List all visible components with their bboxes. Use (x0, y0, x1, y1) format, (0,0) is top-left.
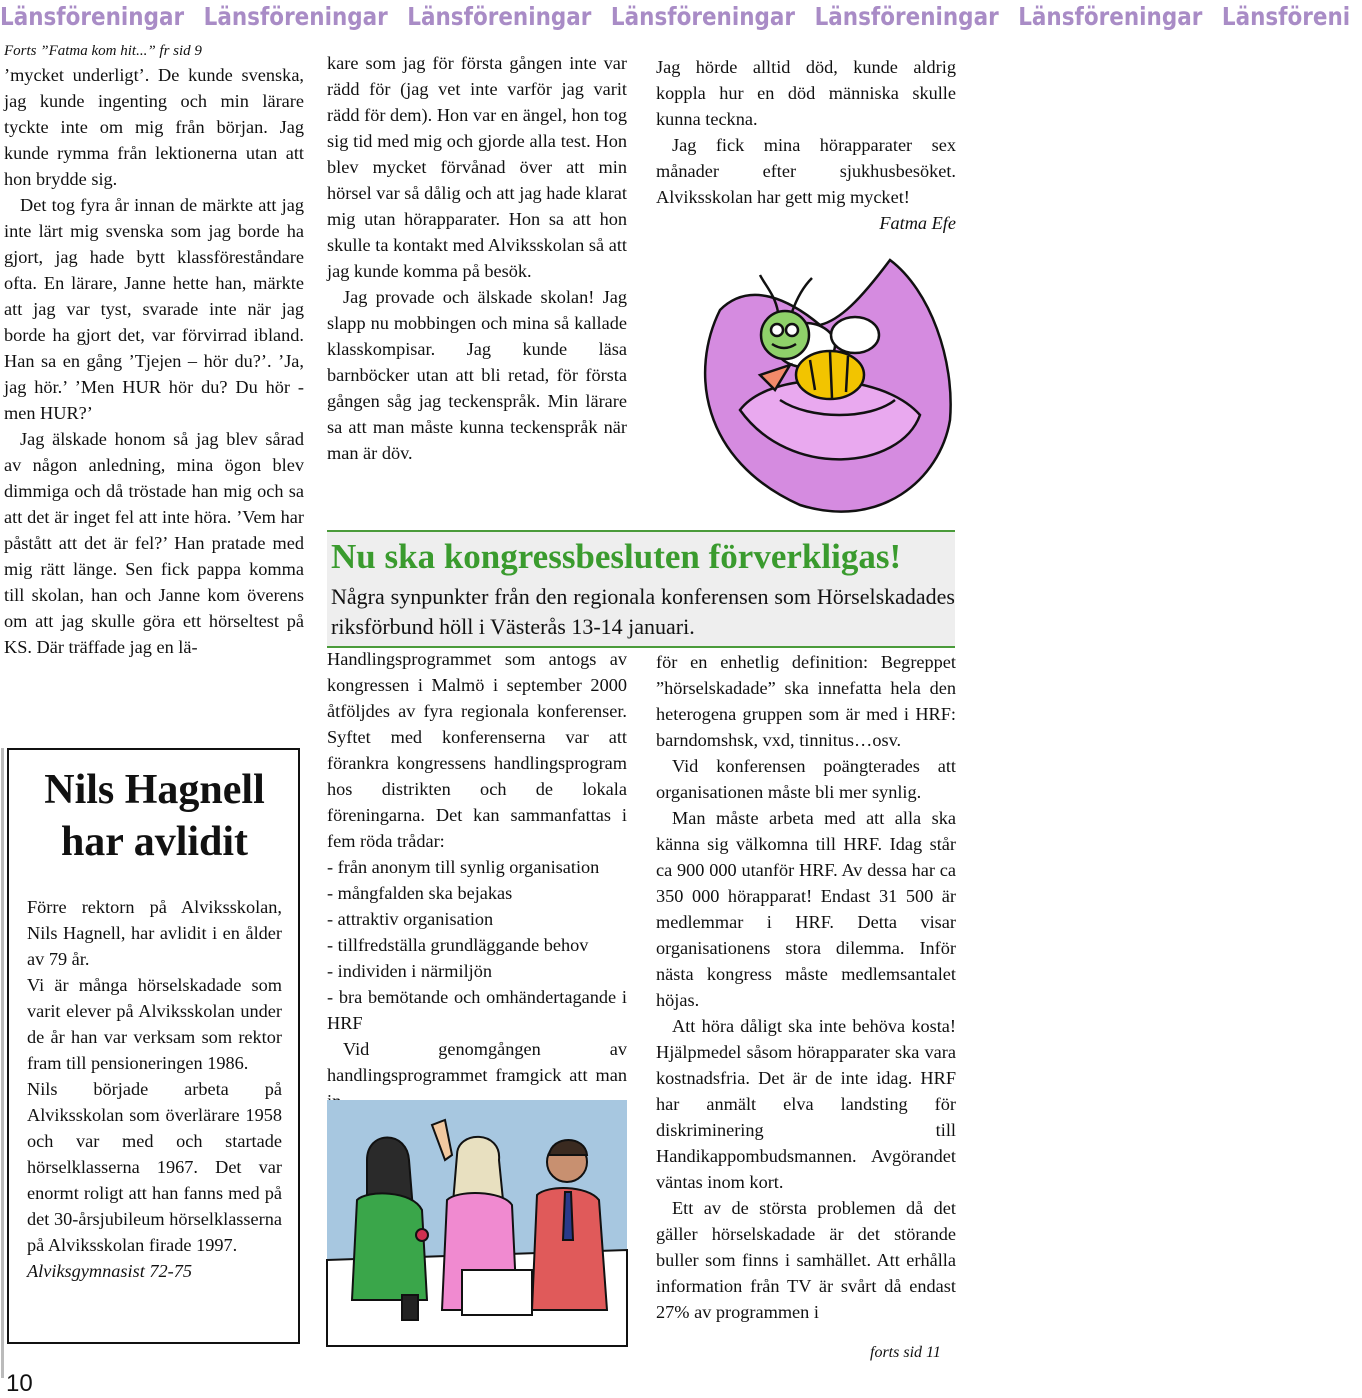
banner-item: Länsföreningar (407, 2, 592, 31)
banner-item: Länsföreningar (1018, 2, 1203, 31)
kongress-column-right (656, 649, 956, 1325)
paragraph: ’mycket underligt’. De kunde svenska, jag kunde ingenting och min lärare tyckte inte om mig från början. Jag kunde rymma från lektionerna utan att hon brydde sig. (4, 65, 304, 189)
paragraph: Jag provade och älskade skolan! Jag slapp nu mobbingen och mina så kallade klasskompisar. Jag kunde läsa barnböcker utan att bli retad, för första gången såg jag teckenspråk. Min lärare sa att man måste kunna teckenspråk när man är döv. (327, 287, 627, 463)
column-divider (1, 748, 4, 1378)
list-item: - från anonym till synlig organisation (327, 857, 600, 877)
continued-on-label: forts sid 11 (870, 1344, 941, 1361)
paragraph: Ett av de största problemen då det gäller hörselskadade är det störande buller som finns i samhället. Att erhålla information från TV är svårt då endast 27% av programmen i (656, 1198, 956, 1322)
meeting-illustration (327, 1100, 627, 1346)
banner-item: Länsföreningar (0, 2, 185, 31)
list-item: - bra bemötande och omhändertagande i HRF (327, 987, 627, 1033)
paragraph: Förre rektorn på Alviksskolan, Nils Hagnell, har avlidit i en ålder av 79 år. (27, 897, 282, 969)
list-item: - individen i närmiljön (327, 961, 493, 981)
banner-item: Länsföreningar (610, 2, 796, 31)
article-headline: Nu ska kongressbesluten förverkligas! (331, 537, 902, 576)
bee-on-flower-illustration (680, 240, 960, 525)
list-item: - tillfredställa grundläggande behov (327, 935, 589, 955)
paragraph: Vi är många hörselskadade som varit elever på Alviksskolan under de år han var verksam som rektor fram till pensioneringen 1986. (27, 975, 282, 1073)
paragraph: Jag hörde alltid död, kunde aldrig koppla hur en död människa skulle kunna teckna. (656, 57, 956, 129)
fatma-column-2 (327, 50, 627, 466)
banner-item: Länsföreni (1221, 2, 1351, 31)
fatma-column-1 (4, 40, 304, 660)
author-signature: Fatma Efe (879, 213, 956, 233)
article-subhead: Några synpunkter från den regionala konferensen som Hörselskadades riksförbund höll i Västerås 13-14 januari. (331, 584, 955, 639)
paragraph: Handlingsprogrammet som antogs av kongressen i Malmö i september 2000 åtföljdes av fyra regionala konferenser. Syftet med konferenserna var att förankra kongressens handlingsprogram hos distrikten och de lokala föreningarna. Det kan sammanfattas i fem röda trådar: (327, 649, 627, 851)
paragraph: Vid konferensen poängterades att organisationen måste bli mer synlig. (656, 756, 956, 802)
paragraph: Jag fick mina hörapparater sex månader efter sjukhusbesöket. Alviksskolan har gett mig mycket! (656, 135, 956, 207)
obituary-signature: Alviksgymnasist 72-75 (27, 1261, 193, 1281)
paragraph: för en enhetlig definition: Begreppet ”hörselskadade” ska innefatta hela den heterogena gruppen som är med i HRF: barndomshsk, vxd, tinnitus…osv. (656, 652, 956, 750)
banner-item: Länsföreningar (814, 2, 999, 31)
list-item: - attraktiv organisation (327, 909, 494, 929)
continued-from-label: Forts ”Fatma kom hit...” fr sid 9 (4, 43, 202, 59)
paragraph: Jag älskade honom så jag blev sårad av någon anledning, mina ögon blev dimmiga och då tröstade han mig och sa att det är inget fel att inte höra. ’Vem har påstått att det är fel?’ Han pratade med mig rätt länge. Sen fick pappa komma till skolan, han och Janne kom överens om att jag skulle göra ett hörseltest på KS. Där träffade jag en lä- (4, 429, 304, 657)
kongress-column-left (327, 646, 627, 1114)
page-number: 10 (6, 1370, 33, 1397)
paragraph: kare som jag för första gången inte var rädd för (jag vet inte varför jag varit rädd för dem). Hon var en ängel, hon tog sig tid med mig och gjorde alla test. Hon blev mycket förvånad över att min hörsel var så dålig och att jag hade klarat mig utan hörapparater. Hon sa att hon skulle ta kontakt med Alviksskolan så att jag kunde komma på besök. (327, 53, 627, 281)
list-item: - mångfalden ska bejakas (327, 883, 513, 903)
banner-item: Länsföreningar (203, 2, 388, 31)
paragraph: Man måste arbeta med att alla ska känna sig välkomna till HRF. Idag står ca 900 000 utanför HRF. Av dessa har ca 350 000 hörapparat! Endast 31 500 är medlemmar i HRF. Detta visar organisationens stora dilemma. Inför nästa kongress måste medlemsantalet höjas. (656, 808, 956, 1010)
paragraph: Det tog fyra år innan de märkte att jag inte lärt mig svenska som jag borde ha gjort, jag hade bytt klassföreståndare ofta. En lärare, Janne hette han, märkte att jag var tyst, svarade inte när jag borde ha gjort det, var förvirrad ibland. Han sa en gång ’Tjejen – hör du?’. ’Ja, jag hör.’ ’Men HUR hör du? Du hör - men HUR?’ (4, 195, 304, 423)
obituary-title: Nils Hagnell har avlidit (44, 767, 265, 865)
paragraph: Vid genomgången av handlingsprogrammet framgick att man (327, 1039, 627, 1085)
obituary-box (7, 748, 300, 1344)
paragraph: Att höra dåligt ska inte behöva kosta! Hjälpmedel såsom hörapparater ska vara kostnadsfria. Det är de inte idag. HRF har anmält elva landsting för diskriminering till Handikappombudsmannen. Avgörandet väntas inom kort. (656, 1016, 956, 1192)
fatma-column-3 (656, 54, 956, 236)
section-banner (0, 0, 1351, 36)
paragraph: Nils började arbeta på Alviksskolan som överlärare 1958 och var med och startade hörselklasserna 1967. Det var enormt roligt att han fanns med på det 30-årsjubileum hörselklasserna på Alviksskolan firade 1997. (27, 1079, 282, 1255)
